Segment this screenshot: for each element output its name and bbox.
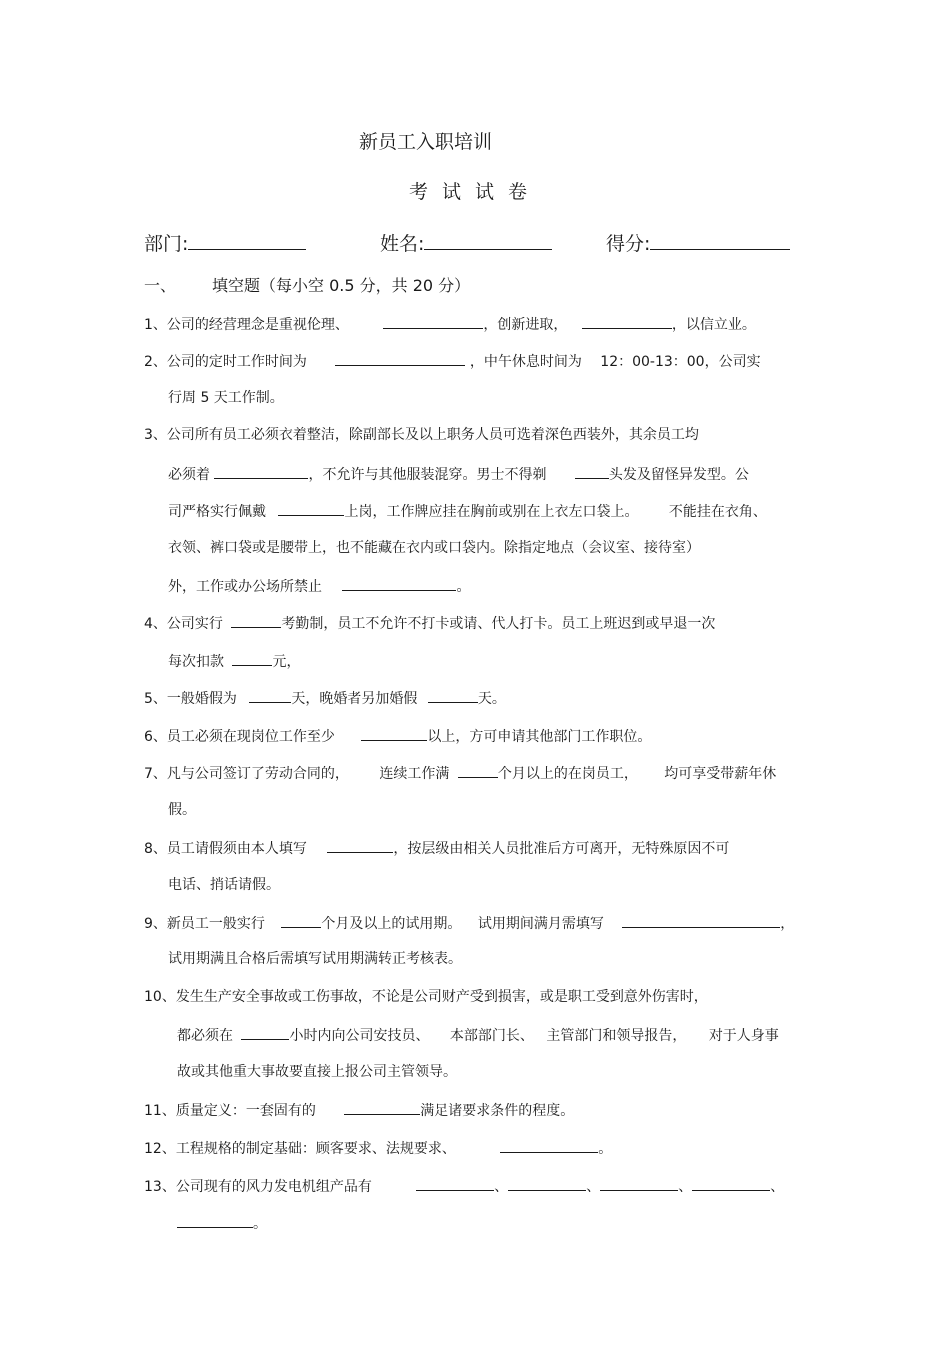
q13-end: 。 bbox=[253, 1216, 267, 1232]
q13-line-2 bbox=[177, 1213, 267, 1233]
q8-text-b: ，按层级由相关人员批准后方可离开，无特殊原因不可 bbox=[393, 841, 730, 857]
q1-text-a: 1、公司的经营理念是重视伦理、 bbox=[144, 317, 349, 333]
name-blank[interactable] bbox=[424, 231, 552, 250]
score-blank[interactable] bbox=[650, 231, 790, 250]
q3-text-b: 必须着 bbox=[168, 467, 210, 483]
q11-text-b: 满足诸要求条件的程度。 bbox=[420, 1103, 575, 1119]
q13-sep-3: 、 bbox=[678, 1179, 693, 1195]
q3-blank-1[interactable] bbox=[214, 464, 308, 479]
q2-text-b: ，中午休息时间为 bbox=[469, 354, 582, 370]
q9-text-c: 试用期间满月需填写 bbox=[477, 916, 604, 932]
q5-text-a: 5、一般婚假为 bbox=[144, 691, 237, 707]
question-11 bbox=[144, 1100, 574, 1120]
q3-text-d: 头发及留怪异发型。公 bbox=[608, 467, 749, 483]
q11-blank-1[interactable] bbox=[344, 1100, 420, 1115]
q12-text-b: 。 bbox=[598, 1141, 613, 1157]
q7-text-a: 7、凡与公司签订了劳动合同的， bbox=[144, 766, 349, 782]
q13-sep-4: 、 bbox=[770, 1179, 785, 1195]
section-title: 填空题（每小空 0.5 分，共 20 分） bbox=[212, 276, 471, 295]
name-label: 姓名: bbox=[380, 233, 425, 255]
q13-text-a: 13、公司现有的风力发电机组产品有 bbox=[144, 1179, 372, 1195]
q4-blank-1[interactable] bbox=[231, 613, 281, 628]
q13-blank-1[interactable] bbox=[416, 1176, 494, 1191]
q10-line-2 bbox=[177, 1025, 779, 1045]
q2-text-a: 2、公司的定时工作时间为 bbox=[144, 354, 307, 370]
q6-text-a: 6、员工必须在现岗位工作至少 bbox=[144, 729, 335, 745]
q3-line-3 bbox=[168, 501, 767, 521]
q13-blank-4[interactable] bbox=[692, 1176, 770, 1191]
q7-text-e: 假。 bbox=[168, 802, 196, 818]
q10-text-b: 都必须在 bbox=[177, 1028, 233, 1044]
q5-blank-2[interactable] bbox=[428, 688, 478, 703]
question-1 bbox=[144, 314, 756, 334]
q2-blank-1[interactable] bbox=[335, 351, 465, 366]
q9-blank-1[interactable] bbox=[281, 913, 321, 928]
q4-text-a: 4、公司实行 bbox=[144, 616, 223, 632]
q10-text-e: 主管部门和领导报告， bbox=[546, 1028, 687, 1044]
q8-text-a: 8、员工请假须由本人填写 bbox=[144, 841, 307, 857]
q3-text-f: 上岗，工作牌应挂在胸前或别在上衣左口袋上。 bbox=[344, 504, 639, 520]
q3-text-h: 衣领、裤口袋或是腰带上，也不能藏在衣内或口袋内。除指定地点（会议室、接待室） bbox=[168, 540, 700, 556]
q3-text-a: 3、公司所有员工必须衣着整洁，除副部长及以上职务人员可选着深色西装外，其余员工均 bbox=[144, 427, 699, 443]
q10-text-a: 10、发生生产安全事故或工伤事故，不论是公司财产受到损害，或是职工受到意外伤害时， bbox=[144, 989, 708, 1005]
question-7 bbox=[144, 763, 776, 783]
q1-blank-2[interactable] bbox=[582, 314, 672, 329]
dept-field bbox=[144, 231, 306, 256]
question-9 bbox=[144, 913, 794, 933]
q3-text-j: 。 bbox=[456, 579, 471, 595]
q9-text-b: 个月及以上的试用期。 bbox=[321, 916, 462, 932]
q10-text-c: 小时内向公司安技员、 bbox=[289, 1028, 430, 1044]
q3-text-e: 司严格实行佩戴 bbox=[168, 504, 266, 520]
q11-text-a: 11、质量定义：一套固有的 bbox=[144, 1103, 316, 1119]
q1-text-b: ，创新进取， bbox=[483, 317, 568, 333]
question-12 bbox=[144, 1138, 612, 1158]
q8-blank-1[interactable] bbox=[327, 838, 393, 853]
q10-text-d: 本部部门长、 bbox=[449, 1028, 534, 1044]
q4-line-2 bbox=[168, 651, 300, 671]
q2-text-d: 行周 5 天工作制。 bbox=[168, 390, 284, 406]
q5-text-c: 天。 bbox=[477, 691, 506, 707]
q1-blank-1[interactable] bbox=[383, 314, 483, 329]
q10-text-g: 故或其他重大事故要直接上报公司主管领导。 bbox=[177, 1064, 457, 1080]
q3-line-5 bbox=[168, 576, 470, 596]
page-title: 新员工入职培训 bbox=[359, 131, 493, 153]
dept-label: 部门: bbox=[144, 233, 189, 255]
question-5 bbox=[144, 688, 506, 708]
q3-blank-2[interactable] bbox=[575, 464, 609, 479]
q5-blank-1[interactable] bbox=[249, 688, 291, 703]
q13-sep-1: 、 bbox=[494, 1179, 509, 1195]
q7-text-c: 个月以上的在岗员工， bbox=[497, 766, 638, 782]
dept-blank[interactable] bbox=[188, 231, 306, 250]
score-field bbox=[606, 231, 790, 256]
q7-text-d: 均可享受带薪年休 bbox=[664, 766, 777, 782]
q3-text-g: 不能挂在衣角、 bbox=[668, 504, 767, 520]
q2-text-c: 12：00-13：00，公司实 bbox=[600, 354, 761, 370]
q12-blank-1[interactable] bbox=[500, 1138, 598, 1153]
q10-blank-1[interactable] bbox=[241, 1025, 289, 1040]
question-2 bbox=[144, 351, 761, 371]
q4-text-d: 元， bbox=[272, 654, 301, 670]
q12-text-a: 12、工程规格的制定基础：顾客要求、法规要求、 bbox=[144, 1141, 456, 1157]
question-8 bbox=[144, 838, 729, 858]
question-4 bbox=[144, 613, 715, 633]
q3-line-2 bbox=[168, 464, 749, 484]
q9-text-a: 9、新员工一般实行 bbox=[144, 916, 265, 932]
question-6 bbox=[144, 726, 651, 746]
name-field bbox=[380, 231, 552, 256]
q10-text-f: 对于人身事 bbox=[708, 1028, 779, 1044]
q9-blank-2[interactable] bbox=[622, 913, 780, 928]
q7-blank-1[interactable] bbox=[458, 763, 498, 778]
section-number: 一、 bbox=[144, 276, 177, 295]
score-label: 得分: bbox=[606, 233, 651, 255]
q9-text-e: 试用期满且合格后需填写试用期满转正考核表。 bbox=[168, 951, 462, 967]
q4-text-b: 考勤制，员工不允许不打卡或请、代人打卡。员工上班迟到或早退一次 bbox=[281, 616, 716, 632]
q13-blank-5[interactable] bbox=[177, 1213, 253, 1228]
q4-blank-2[interactable] bbox=[232, 651, 272, 666]
q13-blank-3[interactable] bbox=[600, 1176, 678, 1191]
q7-text-b: 连续工作满 bbox=[379, 766, 450, 782]
q9-text-d: ， bbox=[780, 916, 795, 932]
q13-sep-2: 、 bbox=[586, 1179, 601, 1195]
q6-blank-1[interactable] bbox=[361, 726, 427, 741]
page-subtitle: 考试试卷 bbox=[409, 181, 542, 203]
q5-text-b: 天，晚婚者另加婚假 bbox=[291, 691, 418, 707]
q3-text-c: ，不允许与其他服装混穿。男士不得剃 bbox=[308, 467, 547, 483]
q6-text-b: 以上，方可申请其他部门工作职位。 bbox=[427, 729, 652, 745]
q8-text-c: 电话、捎话请假。 bbox=[168, 877, 280, 893]
q3-blank-3[interactable] bbox=[278, 501, 344, 516]
q13-blank-2[interactable] bbox=[508, 1176, 586, 1191]
q3-blank-4[interactable] bbox=[342, 576, 456, 591]
q1-text-c: ，以信立业。 bbox=[671, 317, 756, 333]
q4-text-c: 每次扣款 bbox=[168, 654, 224, 670]
question-13 bbox=[144, 1176, 784, 1196]
q3-text-i: 外，工作或办公场所禁止 bbox=[168, 579, 322, 595]
